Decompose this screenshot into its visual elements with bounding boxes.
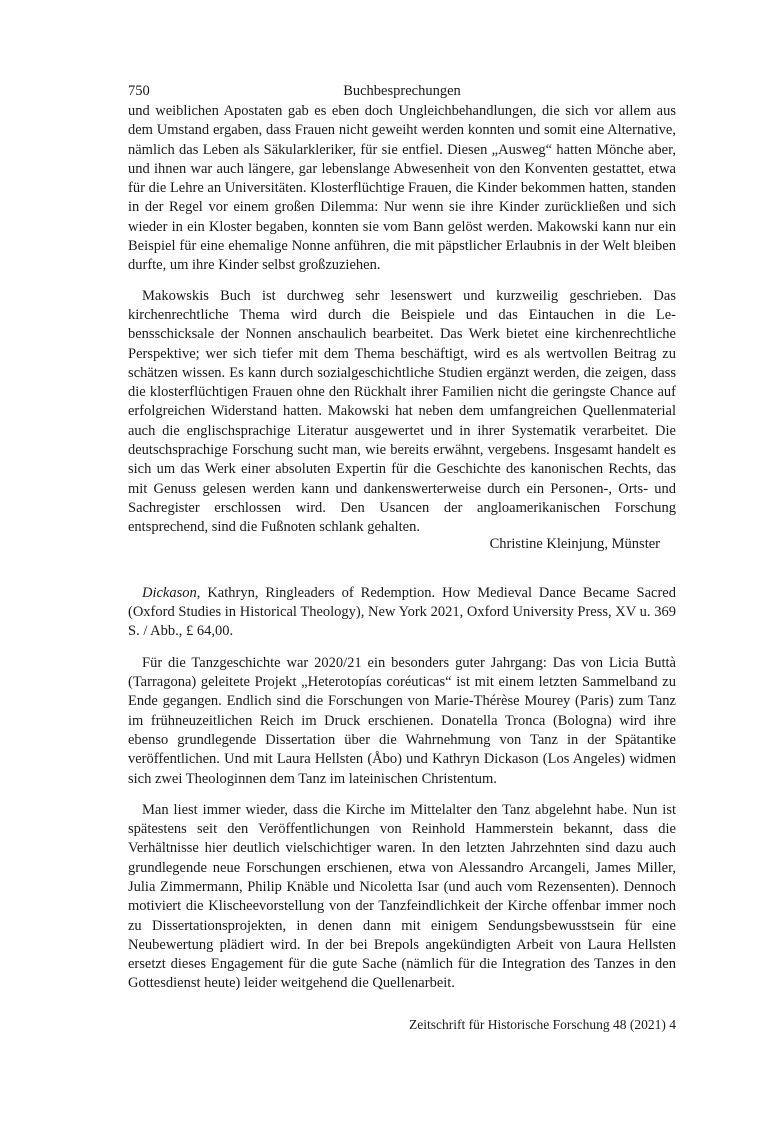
review2-paragraph-2: Man liest immer wieder, dass die Kirche im Mittelalter den Tanz abgelehnt habe. Nun ist spätestens seit den Veröffentlichungen von Reinhold Hammerstein bekannt, dass die Verhältnisse hier deutlich vielschichtiger waren. In den letzten Jahrzehnten sind dazu auch grundlegende neue Forschungen erschienen, etwa von Alessandro Arcangeli, James Miller, Julia Zimmermann, Philip Knäble und Nicoletta Isar (und auch vom Rezensenten). Dennoch motiviert die Klischeevorstellung von der Tanzfeindlichkeit der Kirche offenbar immer noch zu Dissertationsprojekten, in denen dann mit einigem Sendungsbewusstsein für eine Neubewertung plädiert wird. In der bei Brepols angekündigten Arbeit von Laura Hellsten ersetzt dieses Engagement für die gute Sache (nämlich für die Integration des Tanzes in den Gottesdienst heute) leider weitgehend die Quellenarbeit. [128,801,676,992]
bib-author: Dickason [142,584,197,601]
running-head [128,80,676,102]
review2-paragraph-1: Für die Tanzgeschichte war 2020/21 ein besonders guter Jahrgang: Das von Licia Buttà (Tarragona) geleitete Projekt „Heterotopías coréuticas“ ist mit einem letzten Sammelband zu Ende gegangen. Endlich sind die Forschungen von Marie-Thérèse Mourey (Paris) zum Tanz im frühneuzeitlichen Reich im Druck erschienen. Donatella Tronca (Bologna) wird ihre ebenso grundlegende Dissertation über die Wahrnehmung von Tanz in der Spätantike veröffentlichen. Und mit Laura Hellsten (Åbo) und Kathryn Dickason (Los Angeles) widmen sich zwei Theologinnen dem Tanz im lateinischen Christentum. [128,654,676,787]
review1-paragraph-2: Makowskis Buch ist durchweg sehr lesenswert und kurzweilig geschrieben. Das kirchenrechtliche Thema wird durch die Beispiele und das Eintauchen in die Lebensschicksale der Nonnen anschaulich bearbeitet. Das Werk bietet eine kirchenrechtliche Perspektive; wer sich tiefer mit dem Thema beschäftigt, wird es als wertvollen Beitrag zu schätzen wissen. Es kann durch sozialgeschichtliche Studien ergänzt werden, die zeigen, dass die klosterflüchtigen Frauen ohne den Rückhalt ihrer Familien nicht die geringste Chance auf erfolgreichen Widerstand hatten. Makowski hat neben dem umfangreichen Quellenmaterial auch die englischsprachige Literatur ausgewertet und in ihrer Systematik verarbeitet. Die deutschsprachige Forschung sucht man, wie bereits erwähnt, vergebens. Insgesamt handelt es sich um das Werk einer absoluten Expertin für die Geschichte des kanonischen Rechts, das mit Genuss gelesen werden kann und dankenswerterweise durch ein Personen-, Orts- und Sachregister erschlossen wird. Den Usancen der angloamerikanischen Forschung entsprechend, sind die Fußnoten schlank gehalten. [128,287,676,536]
page [128,80,676,994]
review1-paragraph-1: und weiblichen Apostaten gab es eben doch Ungleichbehandlungen, die sich vor allem aus dem Umstand ergaben, dass Frauen nicht geweiht werden konnten und somit eine Alternative, nämlich das Leben als Säkularkleriker, für sie entfiel. Diesen „Ausweg“ hatten Mönche aber, und ihnen war auch längere, gar lebenslange Abwesenheit von den Konventen gestattet, etwa für die Lehre an Universitäten. Klosterflüchtige Frauen, die Kinder bekommen hatten, standen in der Regel vor einem großen Dilemma: Nur wenn sie ihre Kinder zurückließen und sich wieder in ein Kloster begaben, konnten sie vom Bann gelöst werden. Makowski kann nur ein Beispiel für eine ehemalige Nonne anführen, die mit päpstlicher Erlaubnis in der Welt bleiben durfte, um ihre Kinder selbst großzuziehen. [128,103,676,274]
bib-details: , Kathryn, Ringleaders of Redemption. How Medieval Dance Became Sacred (Oxford Studies in Historical Theology), New York 2021, Oxford University Press, XV u. 369 S. / Abb., £ 64,00. [128,584,676,640]
page-number: 750 [128,83,150,99]
bibliographic-entry [128,584,676,642]
section-title: Buchbesprechungen [343,83,461,99]
reviewer-signature: Christine Kleinjung, Münster [489,535,660,552]
journal-footer: Zeitschrift für Historische Forschung 48 (2021) 4 [409,1017,676,1032]
